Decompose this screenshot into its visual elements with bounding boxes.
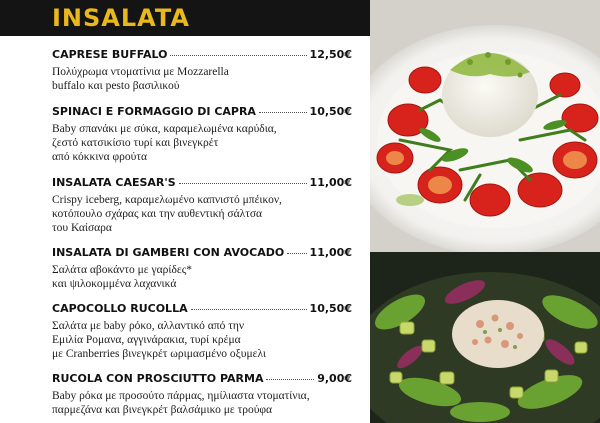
avocado-salad-illustration — [370, 252, 600, 423]
menu-item — [52, 176, 352, 235]
avocado-salad-photo — [370, 252, 600, 423]
item-name: CAPOCOLLO RUCOLLA — [52, 302, 188, 315]
dot-leader — [266, 379, 314, 380]
menu-item — [52, 302, 352, 361]
dot-leader — [287, 253, 306, 254]
dot-leader — [259, 112, 307, 113]
item-description: Πολύχρωμα ντοματίνια με Mozzarella buffalo και pesto βασιλικού — [52, 66, 229, 92]
item-price: 11,00€ — [309, 176, 352, 189]
menu-item — [52, 105, 352, 164]
item-description: Crispy iceberg, καραμελωμένο καπνιστό μπέικον, κοτόπουλο σχάρας και την αυθεντική σάλτσα του Καίσαρα — [52, 194, 282, 234]
item-name: CAPRESE BUFFALO — [52, 48, 168, 61]
item-price: 9,00€ — [317, 372, 352, 385]
item-name: INSALATA CAESAR'S — [52, 176, 176, 189]
dot-leader — [170, 55, 306, 56]
menu-item — [52, 48, 352, 93]
dot-leader — [191, 309, 307, 310]
item-price: 10,50€ — [309, 302, 352, 315]
section-header — [0, 0, 370, 36]
item-price: 10,50€ — [309, 105, 352, 118]
caprese-plate-illustration — [370, 0, 600, 252]
item-name: RUCOLA CON PROSCIUTTO PARMA — [52, 372, 264, 385]
item-name: INSALATA DI GAMBERI CON AVOCADO — [52, 246, 285, 259]
dot-leader — [179, 183, 307, 184]
menu-item — [52, 246, 352, 291]
item-price: 11,00€ — [309, 246, 352, 259]
item-price: 12,50€ — [309, 48, 352, 61]
menu-item — [52, 372, 352, 417]
section-title: INSALATA — [52, 4, 190, 32]
item-description: Baby ρόκα με προσούτο πάρμας, ημίλιαστα ντοματίνια, παρμεζάνα και βινεγκρέτ βαλσάμικο με τρούφα — [52, 390, 310, 416]
item-description: Σαλάτα με baby ρόκο, αλλαντικό από την Εμιλία Ρομανα, αγγινάρακια, τυρί κρέμα με Cranberries βινεγκρέτ ωριμασμένο οξυμελι — [52, 320, 267, 360]
item-name: SPINACI E FORMAGGIO DI CAPRA — [52, 105, 256, 118]
item-description: Baby σπανάκι με σύκα, καραμελωμένα καρύδια, ζεστό κατσικίσιο τυρί και βινεγκρέτ από κόκκινα φρούτα — [52, 123, 277, 163]
caprese-photo — [370, 0, 600, 252]
item-description: Σαλάτα αβοκάντο με γαρίδες* και ψιλοκομμένα λαχανικά — [52, 264, 192, 290]
